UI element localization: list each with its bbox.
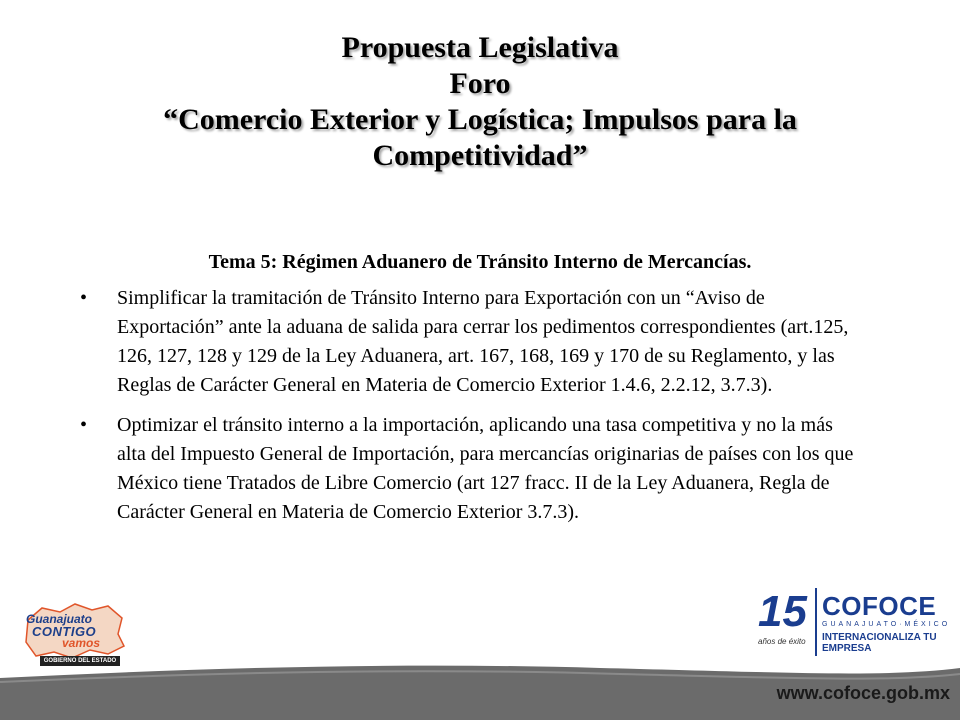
footer-url[interactable]: www.cofoce.gob.mx [776, 683, 950, 703]
title-line-3: “Comercio Exterior y Logística; Impulsos para la [163, 103, 797, 136]
slide-title [40, 30, 920, 174]
gto-logo-line2: CONTIGO [32, 624, 97, 639]
cofoce-tagline: INTERNACIONALIZA TU EMPRESA [822, 632, 937, 654]
bullet-icon: • [80, 414, 88, 436]
cofoce-years-text: años de éxito [758, 637, 806, 646]
bullet-item [80, 284, 860, 400]
topic-heading: Tema 5: Régimen Aduanero de Tránsito Interno de Mercancías. [208, 251, 752, 273]
bullet-item [80, 411, 860, 527]
gto-logo-line3: vamos [62, 636, 101, 650]
gto-gov-label: GOBIERNO DEL ESTADO [40, 656, 120, 666]
bullet-text: Simplificar la tramitación de Tránsito Interno para Exportación con un “Aviso de Exportación” ante la aduana de salida para cerrar los pedimentos correspondientes (art.125, 126, 127, 128 y 129 de la Ley Aduanera, art. 167, 168, 169 y 170 de su Reglamento, y las Reglas de Carácter General en Materia de Comercio Exterior 1.4.6, 2.2.12, 3.7.3). [117, 287, 849, 396]
bullet-icon: • [80, 287, 88, 309]
cofoce-subtitle: GUANAJUATO·MÉXICO [822, 621, 951, 628]
bullet-list [80, 284, 860, 538]
title-line-2: Foro [449, 67, 511, 100]
title-line-4: Competitividad” [372, 139, 588, 172]
bullet-text: Optimizar el tránsito interno a la importación, aplicando una tasa competitiva y no la más alta del Impuesto General de Importación, para mercancías originarias de países con los que México tiene Tratados de Libre Comercio (art 127 fracc. II de la Ley Aduanera, Regla de Carácter General en Materia de Comercio Exterior 3.7.3). [117, 414, 854, 523]
title-line-1: Propuesta Legislativa [341, 31, 619, 64]
gto-logo-line1: Guanajuato [26, 612, 93, 626]
cofoce-name: COFOCE [822, 591, 937, 621]
cofoce-divider [815, 588, 817, 656]
cofoce-15-logo: 15 [758, 587, 807, 636]
